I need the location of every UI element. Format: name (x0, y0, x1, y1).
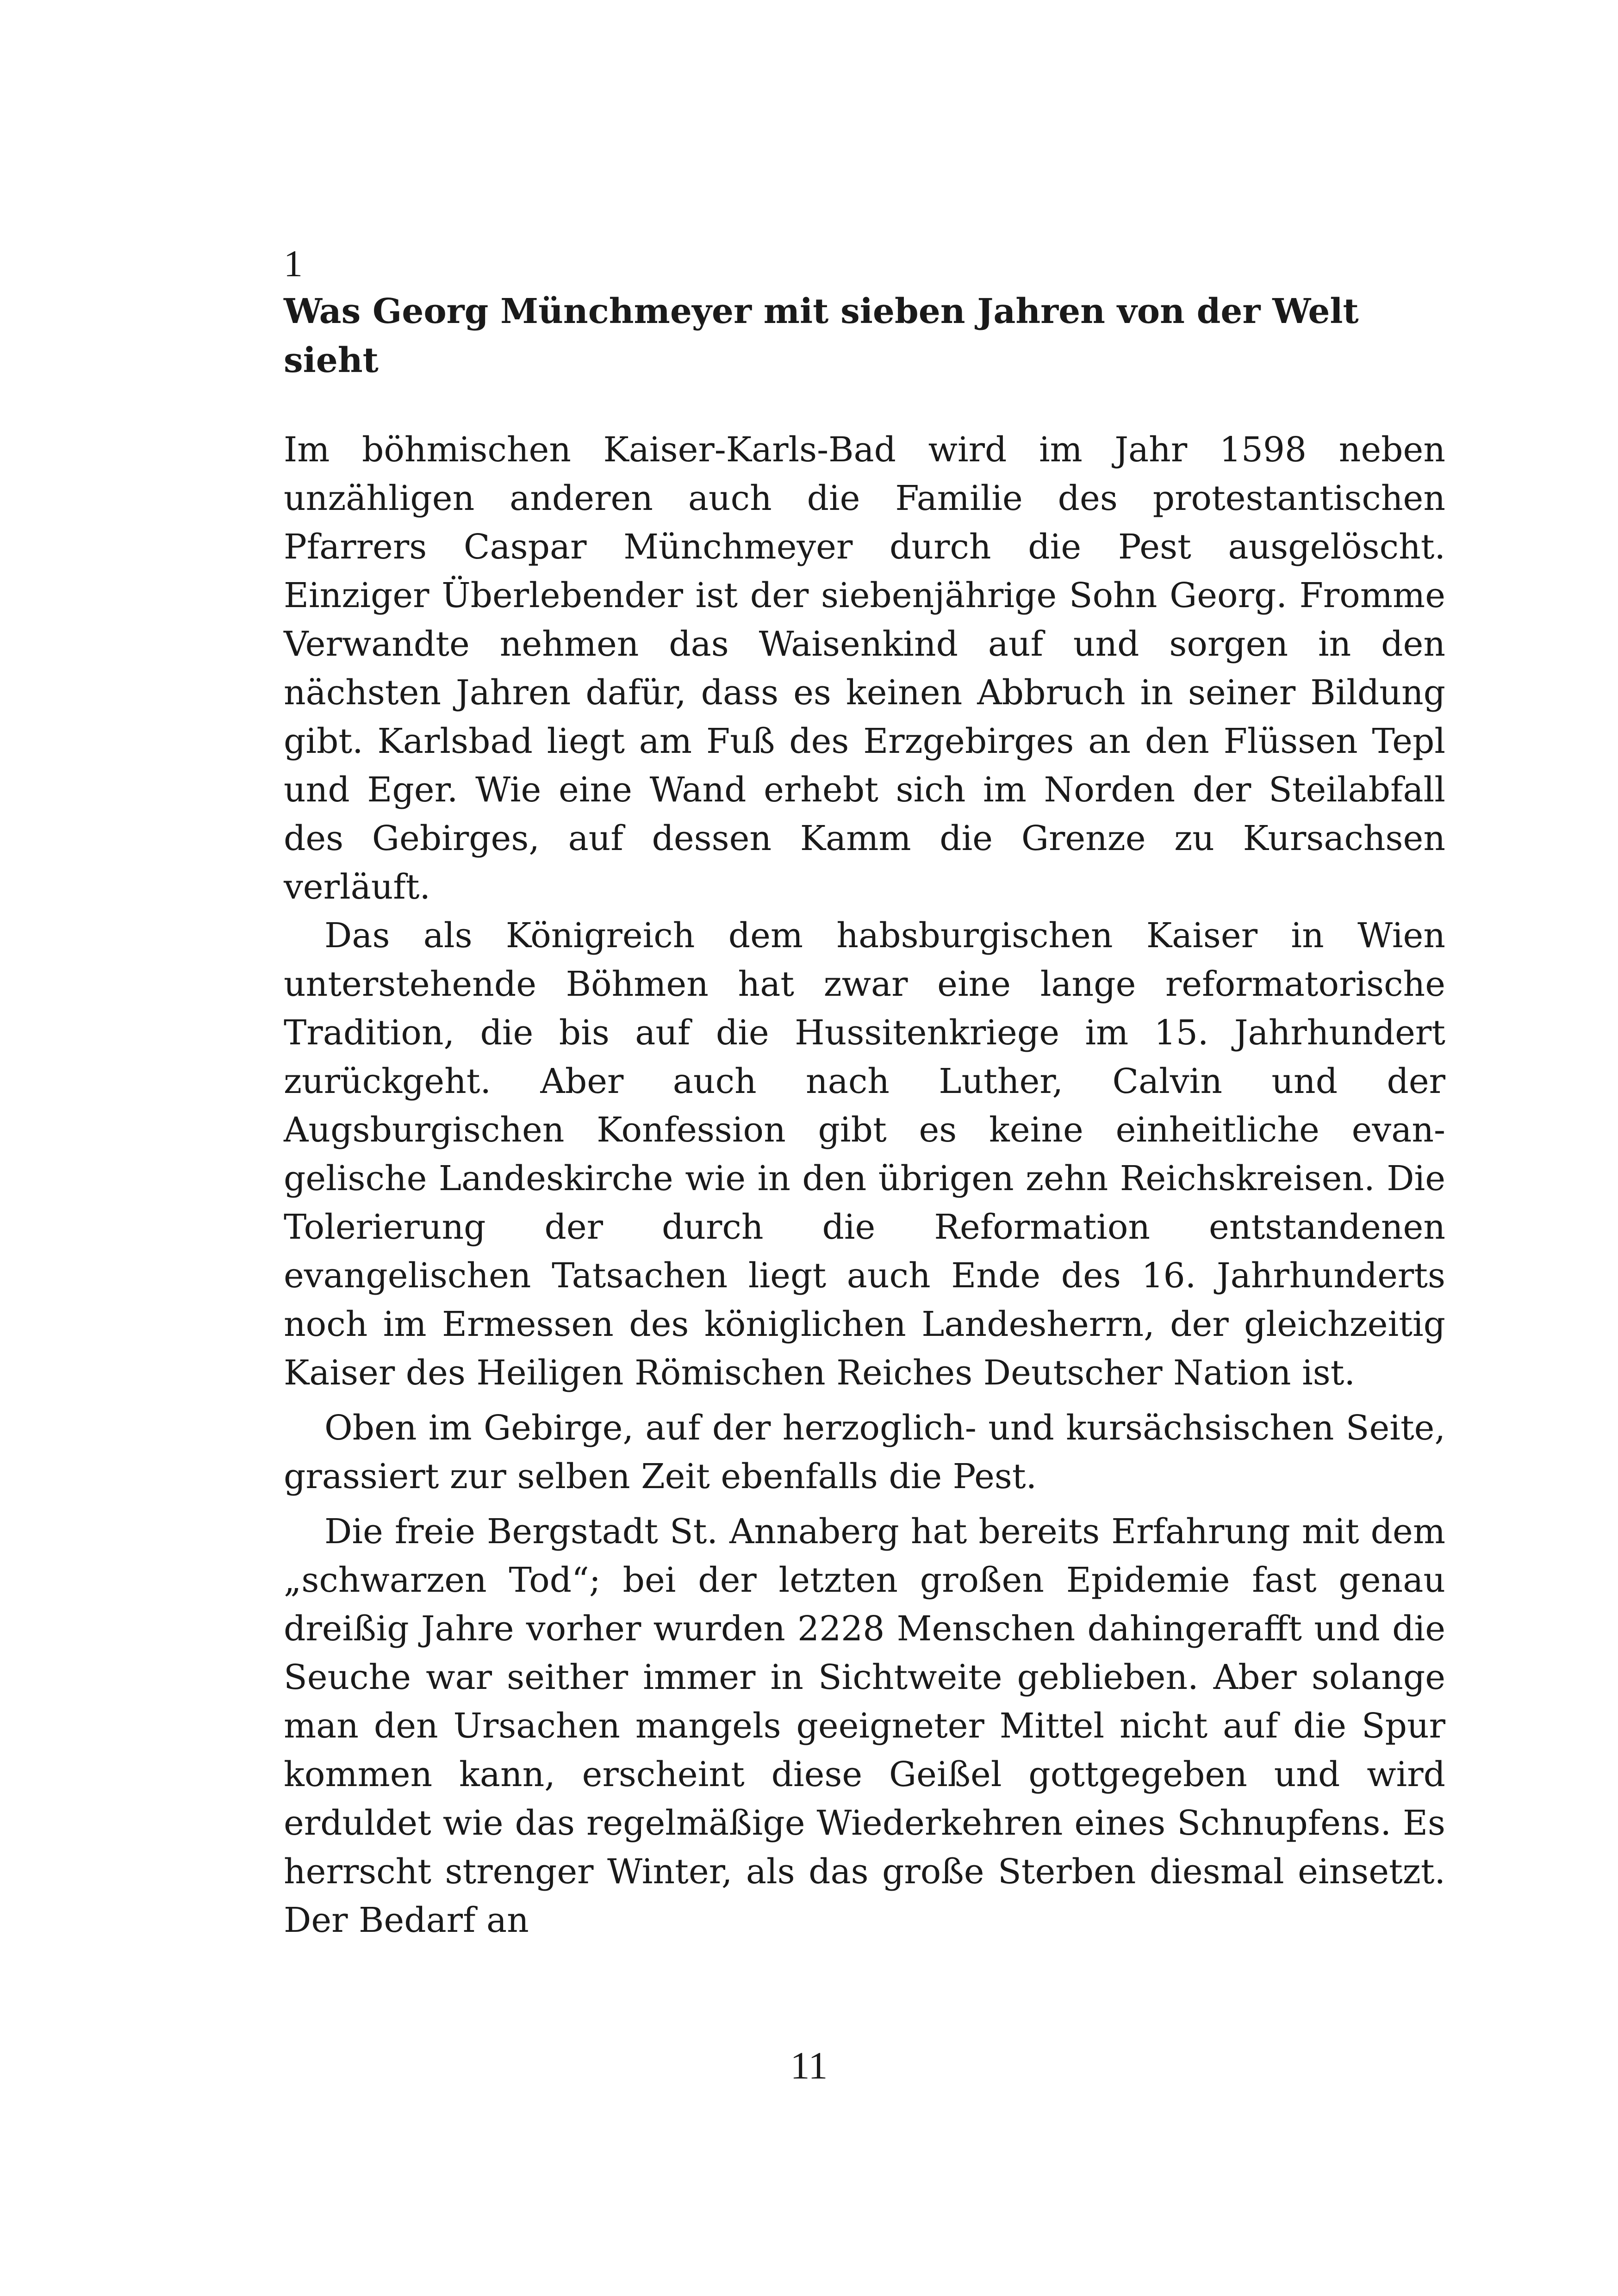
chapter-title: Was Georg Münchmeyer mit sieben Jahren von der Welt sieht (284, 292, 1359, 380)
chapter-number: 1 (284, 242, 303, 285)
page-number: 11 (790, 2044, 828, 2087)
paragraph-2: Das als Königreich dem habsburgischen Kaiser in Wien unterstehende Böhmen hat zwar eine lange reformatorische Tradition, die bis auf die Hussitenkriege im 15. Jahrhundert zurückgeht. Aber auch nach Luther, Calvin und der Augsburgischen Konfession gibt es keine einheitliche evangelische Landeskirche wie in den übrigen zehn Reichskreisen. Die Tolerierung der durch die Reformation entstandenen evangelischen Tatsachen liegt auch Ende des 16. Jahrhunderts noch im Ermessen des königlichen Landesherrn, der gleichzeitig Kaiser des Heiligen Römischen Reiches Deutscher Nation ist. (284, 916, 1445, 1393)
body-text (284, 426, 1445, 1945)
book-page (284, 241, 1445, 1945)
paragraph-4: Die freie Bergstadt St. Annaberg hat bereits Erfahrung mit dem „schwarzen Tod“; bei der letzten großen Epidemie fast genau dreißig Jahre vorher wurden 2228 Menschen dahingerafft und die Seuche war seither immer in Sichtweite geblieben. Aber solange man den Ursachen mangels geeigneter Mittel nicht auf die Spur kommen kann, erscheint diese Geißel gottgegeben und wird erduldet wie das regelmäßige Wiederkehren eines Schnupfens. Es herrscht strenger Winter, als das große Sterben diesmal einsetzt. Der Bedarf an (284, 1512, 1445, 1940)
paragraph-3: Oben im Gebirge, auf der herzoglich- und kursächsischen Seite, grassiert zur selben Zeit ebenfalls die Pest. (284, 1408, 1445, 1496)
paragraph-1: Im böhmischen Kaiser-Karls-Bad wird im Jahr 1598 neben unzähligen anderen auch die Familie des protestantischen Pfarrers Caspar Münchmeyer durch die Pest ausgelöscht. Einziger Überlebender ist der siebenjährige Sohn Georg. Fromme Verwandte nehmen das Waisenkind auf und sorgen in den nächsten Jahren dafür, dass es keinen Abbruch in seiner Bildung gibt. Karlsbad liegt am Fuß des Erzgebirges an den Flüssen Tepl und Eger. Wie eine Wand erhebt sich im Norden der Steilabfall des Gebirges, auf dessen Kamm die Grenze zu Kursachsen verläuft. (284, 430, 1445, 907)
